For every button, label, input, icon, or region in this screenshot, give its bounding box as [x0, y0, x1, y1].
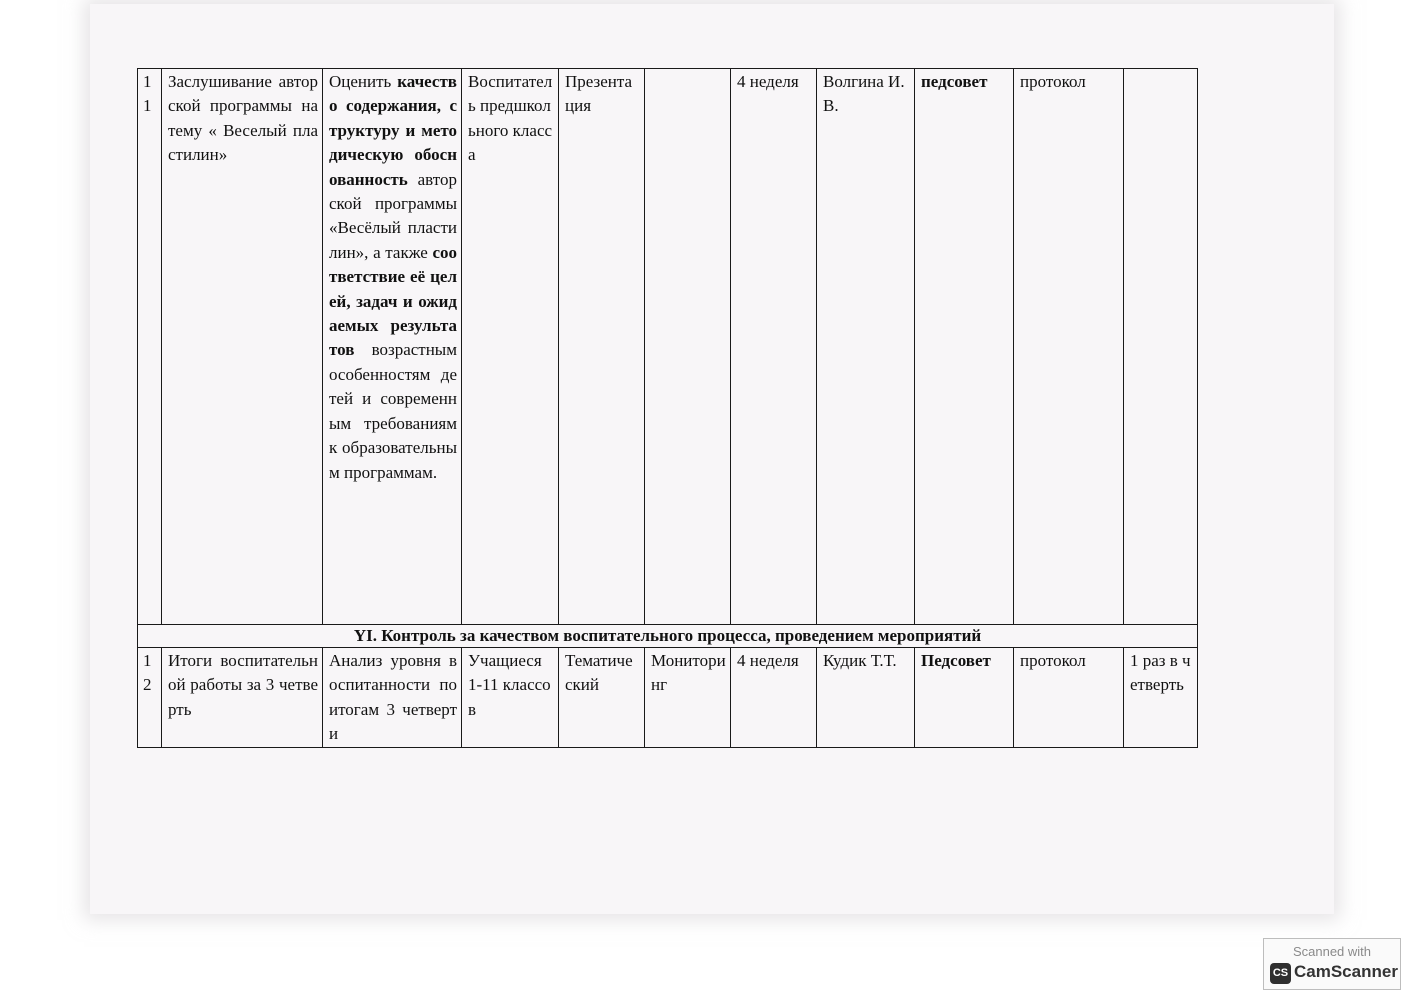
table-row [138, 69, 1198, 625]
periodicity-cell [1124, 69, 1198, 625]
object-cell: Воспитатель предшкольного класса [462, 69, 559, 625]
topic-cell: Заслушивание авторской программы на тему « Веселый пластилин» [162, 69, 323, 625]
goal-text-bold: качество содержания, структуру и методическую обоснованность [329, 72, 457, 189]
term-cell: 4 неделя [731, 69, 817, 625]
goal-cell [323, 69, 462, 625]
section-row [138, 625, 1198, 648]
responsible-cell: Волгина И.В. [817, 69, 915, 625]
watermark-brand: CamScanner [1294, 962, 1398, 981]
type-cell: Тематический [559, 648, 645, 748]
object-cell: Учащиеся 1-11 классов [462, 648, 559, 748]
result-cell: протокол [1014, 648, 1124, 748]
goal-text: возрастным особенностям детей и современным требованиям к образовательным программам. [329, 340, 457, 482]
goal-text: авторской программы «Весёлый пластилин», а также [329, 169, 457, 262]
section-heading: YI. Контроль за качеством воспитательного процесса, проведением мероприятий [138, 625, 1198, 648]
result-cell: протокол [1014, 69, 1124, 625]
goal-text-bold: соответствие её целей, задач и ожидаемых результатов [329, 242, 457, 360]
method-cell: Мониторинг [645, 648, 731, 748]
table-row [138, 648, 1198, 748]
type-cell: Презентация [559, 69, 645, 625]
periodicity-cell: 1 раз в четверть [1124, 648, 1198, 748]
camscanner-logo-icon: CS [1270, 963, 1291, 984]
watermark-caption: Scanned with [1292, 944, 1372, 959]
camscanner-watermark [1263, 938, 1401, 990]
row-number: 1 2 [138, 648, 162, 748]
place-cell: Педсовет [915, 648, 1014, 748]
term-cell: 4 неделя [731, 648, 817, 748]
row-number: 1 1 [138, 69, 162, 625]
responsible-cell: Кудик Т.Т. [817, 648, 915, 748]
topic-cell: Итоги воспитательной работы за 3 четверть [162, 648, 323, 748]
goal-text: Оценить [329, 72, 398, 91]
place-cell: педсовет [915, 69, 1014, 625]
method-cell [645, 69, 731, 625]
plan-table [137, 68, 1198, 748]
goal-cell: Анализ уровня воспитанности по итогам 3 четверти [323, 648, 462, 748]
